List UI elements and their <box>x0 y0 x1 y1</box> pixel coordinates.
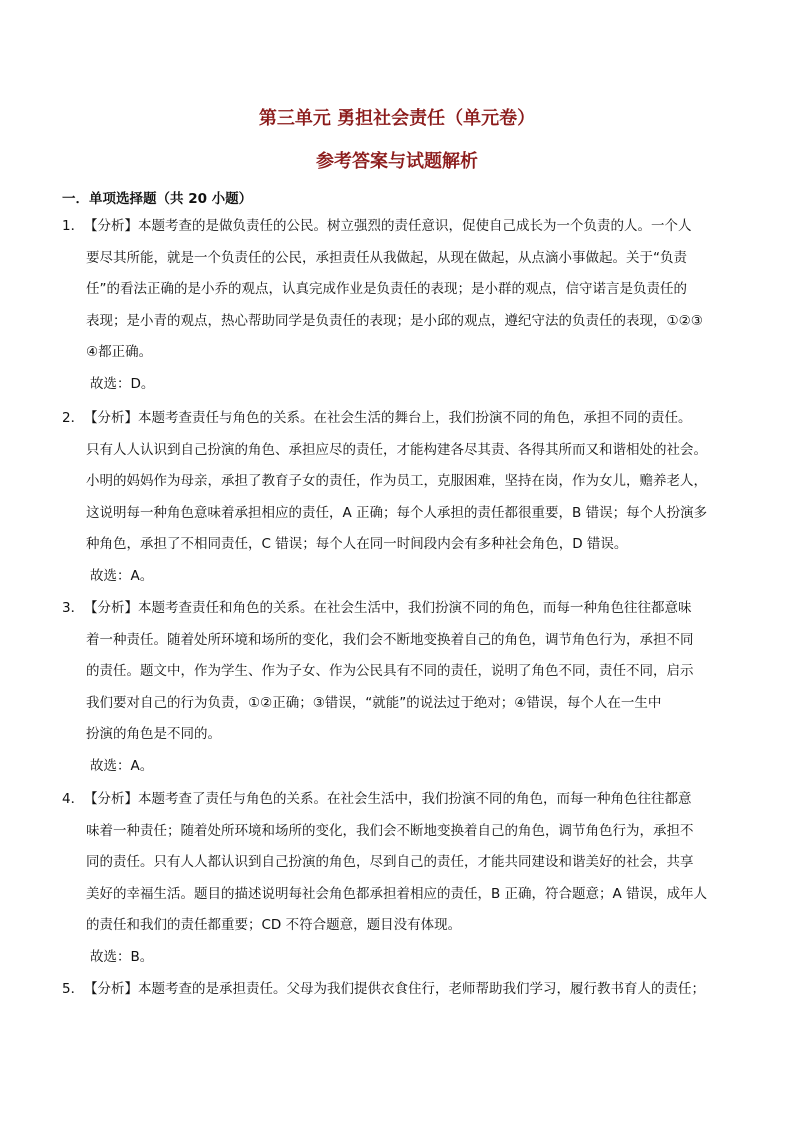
analysis-line: 任”的看法正确的是小乔的观点，认真完成作业是负责任的表现；是小群的观点，信守诺言是负责任的 <box>86 281 687 297</box>
question-number: 5． <box>62 981 85 997</box>
answer-line: 故选：B。 <box>90 948 154 965</box>
analysis-line: 【分析】本题考查的是承担责任。父母为我们提供衣食住行，老师帮助我们学习，履行教书育人的责任； <box>84 981 705 997</box>
analysis-line: 表现；是小青的观点，热心帮助同学是负责任的表现；是小邱的观点，遵纪守法的负责任的表现，①②③ <box>86 312 703 329</box>
question-item-2 <box>62 403 732 592</box>
analysis-line: 美好的幸福生活。题目的描述说明每社会角色都承担着相应的责任，B 正确，符合题意；A 错误，成年人 <box>86 885 708 902</box>
question-number: 2． <box>62 410 85 426</box>
question-item-1 <box>62 211 732 400</box>
analysis-line: 【分析】本题考查的是做负责任的公民。树立强烈的责任意识，促使自己成长为一个负责的人。一个人 <box>84 218 692 234</box>
analysis-line: 的责任。题文中，作为学生、作为子女、作为公民具有不同的责任，说明了角色不同，责任不同，启示 <box>86 663 694 679</box>
question-number: 3． <box>62 600 85 616</box>
analysis-line: ④都正确。 <box>86 344 153 360</box>
analysis-line: 种角色，承担了不相同责任，C 错误；每个人在同一时间段内会有多种社会角色，D 错误。 <box>86 536 628 552</box>
question-number: 4． <box>62 791 85 807</box>
answer-line: 故选：A。 <box>90 757 154 774</box>
analysis-line: 【分析】本题考查责任与角色的关系。在社会生活的舞台上，我们扮演不同的角色，承担不同的责任。 <box>84 410 692 426</box>
analysis-line: 要尽其所能，就是一个负责任的公民，承担责任从我做起，从现在做起，从点滴小事做起。关于“负责 <box>86 249 687 266</box>
analysis-line: 【分析】本题考查了责任与角色的关系。在社会生活中，我们扮演不同的角色，而每一种角色往往都意 <box>84 791 692 807</box>
analysis-line: 味着一种责任；随着处所环境和场所的变化，我们会不断地变换着自己的角色，调节角色行为，承担不 <box>86 822 694 839</box>
analysis-line: 这说明每一种角色意味着承担相应的责任，A 正确；每个人承担的责任都很重要，B 错误；每个人扮演多 <box>86 504 708 521</box>
question-number: 1． <box>62 218 85 234</box>
question-item-4 <box>62 784 732 973</box>
page-title: 第三单元 勇担社会责任（单元卷） <box>258 108 536 129</box>
analysis-line: 只有人人认识到自己扮演的角色、承担应尽的责任，才能构建各尽其责、各得其所而又和谐相处的社会。 <box>86 441 707 458</box>
analysis-line: 扮演的角色是不同的。 <box>86 726 221 742</box>
page-subtitle: 参考答案与试题解析 <box>316 151 478 172</box>
answer-line: 故选：D。 <box>90 375 155 392</box>
analysis-line: 我们要对自己的行为负责，①②正确；③错误，“就能”的说法过于绝对；④错误，每个人在一生中 <box>86 694 662 711</box>
analysis-line: 的责任和我们的责任都重要；CD 不符合题意，题目没有体现。 <box>86 917 462 933</box>
section-heading: 一．单项选择题（共 20 小题） <box>62 191 253 207</box>
question-item-3 <box>62 593 732 782</box>
analysis-line: 同的责任。只有人人都认识到自己扮演的角色，尽到自己的责任，才能共同建设和谐美好的社会，共享 <box>86 854 694 870</box>
answer-line: 故选：A。 <box>90 567 154 584</box>
analysis-line: 小明的妈妈作为母亲，承担了教育子女的责任，作为员工，克服困难，坚持在岗，作为女儿，赡养老人， <box>86 473 707 489</box>
question-item-5 <box>62 974 732 1006</box>
analysis-line: 着一种责任。随着处所环境和场所的变化，我们会不断地变换着自己的角色，调节角色行为，承担不同 <box>86 631 694 648</box>
analysis-line: 【分析】本题考查责任和角色的关系。在社会生活中，我们扮演不同的角色，而每一种角色往往都意味 <box>84 600 692 616</box>
